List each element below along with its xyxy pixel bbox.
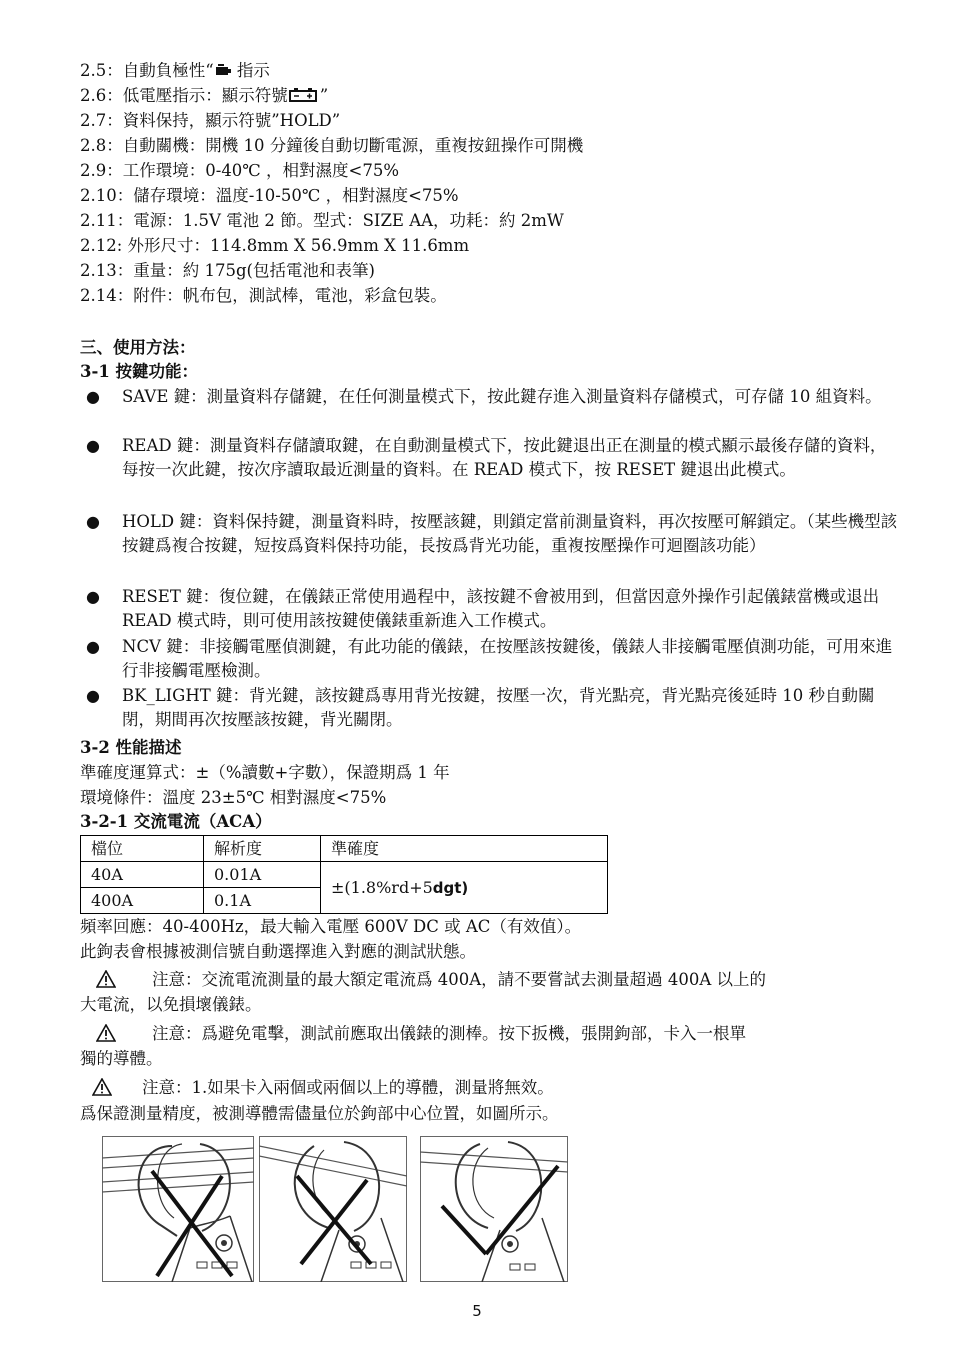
warning-icon	[96, 970, 116, 988]
table-header-resolution: 解析度	[204, 836, 321, 862]
table-header-accuracy: 準確度	[321, 836, 608, 862]
warning-1-line-2: 大電流，以免損壞儀錶。	[80, 995, 262, 1014]
table-header-range: 檔位	[81, 836, 204, 862]
bullet-read-key: READ 鍵：測量資料存儲讀取鍵，在自動測量模式下，按此鍵退出正在測量的模式顯示最後存儲的資料，每按一次此鍵，按次序讀取最近測量的資料。在 READ 模式下，按 RESET 鍵退出此模式。	[122, 436, 887, 479]
spec-2-5: 2.5：自動負極性“ 指示	[80, 61, 270, 80]
table-cell-range: 400A	[81, 888, 204, 914]
warning-2-line-1: 注意：爲避免電擊，測試前應取出儀錶的測棒。按下扳機，張開鉤部，卡入一根單	[152, 1024, 746, 1043]
bullet-ncv-key: NCV 鍵：非接觸電壓偵測鍵，有此功能的儀錶，在按壓該按鍵後，儀錶人非接觸電壓偵測功能，可用來進行非接觸電壓檢測。	[122, 637, 893, 680]
spec-2-10: 2.10：儲存環境：溫度-10-50℃ ，相對濕度<75%	[80, 186, 459, 205]
spec-2-14: 2.14：附件：帆布包，測試棒，電池，彩盒包裝。	[80, 286, 447, 305]
table-cell-resolution: 0.01A	[204, 862, 321, 888]
table-cell-accuracy: ±(1.8%rd+5dgt)	[321, 862, 608, 914]
spec-2-13: 2.13：重量：約 175g(包括電池和表筆)	[80, 261, 375, 280]
bullet-bklight-key: BK_LIGHT 鍵：背光鍵，該按鍵爲專用背光按鍵，按壓一次，背光點亮，背光點亮後延時 10 秒自動關閉，期間再次按壓該按鍵，背光關閉。	[122, 686, 875, 729]
environment-condition: 環境條件：溫度 23±5℃ 相對濕度<75%	[80, 788, 387, 807]
warning-3-line-1: 注意：1.如果卡入兩個或兩個以上的導體，測量將無效。	[142, 1078, 554, 1097]
spec-2-6: 2.6：低電壓指示：顯示符號 ”	[80, 86, 329, 105]
spec-2-7: 2.7：資料保持，顯示符號”HOLD”	[80, 111, 341, 130]
spec-2-8: 2.8：自動關機：開機 10 分鐘後自動切斷電源，重複按鈕操作可開機	[80, 136, 584, 155]
section-3-2-1-title: 3-2-1 交流電流（ACA）	[80, 812, 272, 831]
spec-2-9: 2.9：工作環境：0-40℃ ，相對濕度<75%	[80, 161, 400, 180]
bullet-marker: ●	[86, 686, 100, 705]
clamp-wrong-off-center-image	[259, 1136, 407, 1282]
warning-1-line-1: 注意：交流電流測量的最大額定電流爲 400A，請不要嘗試去測量超過 400A 以上的	[152, 970, 767, 989]
bullet-marker: ●	[86, 387, 100, 406]
aca-spec-table	[80, 835, 608, 914]
bullet-save-key: SAVE 鍵：測量資料存儲鍵，在任何測量模式下，按此鍵存進入測量資料存儲模式，可存儲 10 組資料。	[122, 387, 882, 406]
warning-icon	[92, 1078, 112, 1096]
bullet-hold-key: HOLD 鍵：資料保持鍵，測量資料時，按壓該鍵，則鎖定當前測量資料，再次按壓可解鎖定。（某些機型該按鍵爲複合按鍵，短按爲資料保持功能，長按爲背光功能，重複按壓操作可迴圈該功能）	[122, 512, 898, 555]
section-3-1-title: 3-1 按鍵功能：	[80, 362, 199, 381]
section-3-2-title: 3-2 性能描述	[80, 738, 182, 757]
bullet-marker: ●	[86, 587, 100, 606]
table-row	[81, 862, 608, 888]
auto-select-note: 此鉤表會根據被測信號自動選擇進入對應的測試狀態。	[80, 942, 476, 961]
bullet-marker: ●	[86, 512, 100, 531]
bullet-reset-key: RESET 鍵：復位鍵，在儀錶正常使用過程中，該按鍵不會被用到，但當因意外操作引起儀錶當機或退出 READ 模式時，則可使用該按鍵使儀錶重新進入工作模式。	[122, 587, 880, 630]
warning-icon	[96, 1024, 116, 1042]
spec-2-11: 2.11：電源：1.5V 電池 2 節。型式：SIZE AA，功耗：約 2mW	[80, 211, 564, 230]
negative-polarity-icon	[214, 63, 232, 77]
clamp-wrong-two-conductors-image	[102, 1136, 254, 1282]
table-cell-resolution: 0.1A	[204, 888, 321, 914]
low-battery-icon	[288, 87, 320, 103]
bullet-marker: ●	[86, 637, 100, 656]
frequency-response: 頻率回應：40-400Hz，最大輸入電壓 600V DC 或 AC（有效值）。	[80, 917, 582, 936]
clamp-correct-center-image	[420, 1136, 568, 1282]
table-cell-range: 40A	[81, 862, 204, 888]
center-position-note: 爲保證測量精度，被測導體需儘量位於鉤部中心位置，如圖所示。	[80, 1104, 559, 1123]
spec-2-12: 2.12: 外形尺寸：114.8mm X 56.9mm X 11.6mm	[80, 236, 470, 255]
table-header-row	[81, 836, 608, 862]
page-number: 5	[472, 1302, 482, 1320]
bullet-marker: ●	[86, 436, 100, 455]
section-3-title: 三、使用方法：	[80, 338, 196, 357]
accuracy-formula: 準確度運算式：±（%讀數+字數），保證期爲 1 年	[80, 763, 450, 782]
warning-2-line-2: 獨的導體。	[80, 1049, 163, 1068]
